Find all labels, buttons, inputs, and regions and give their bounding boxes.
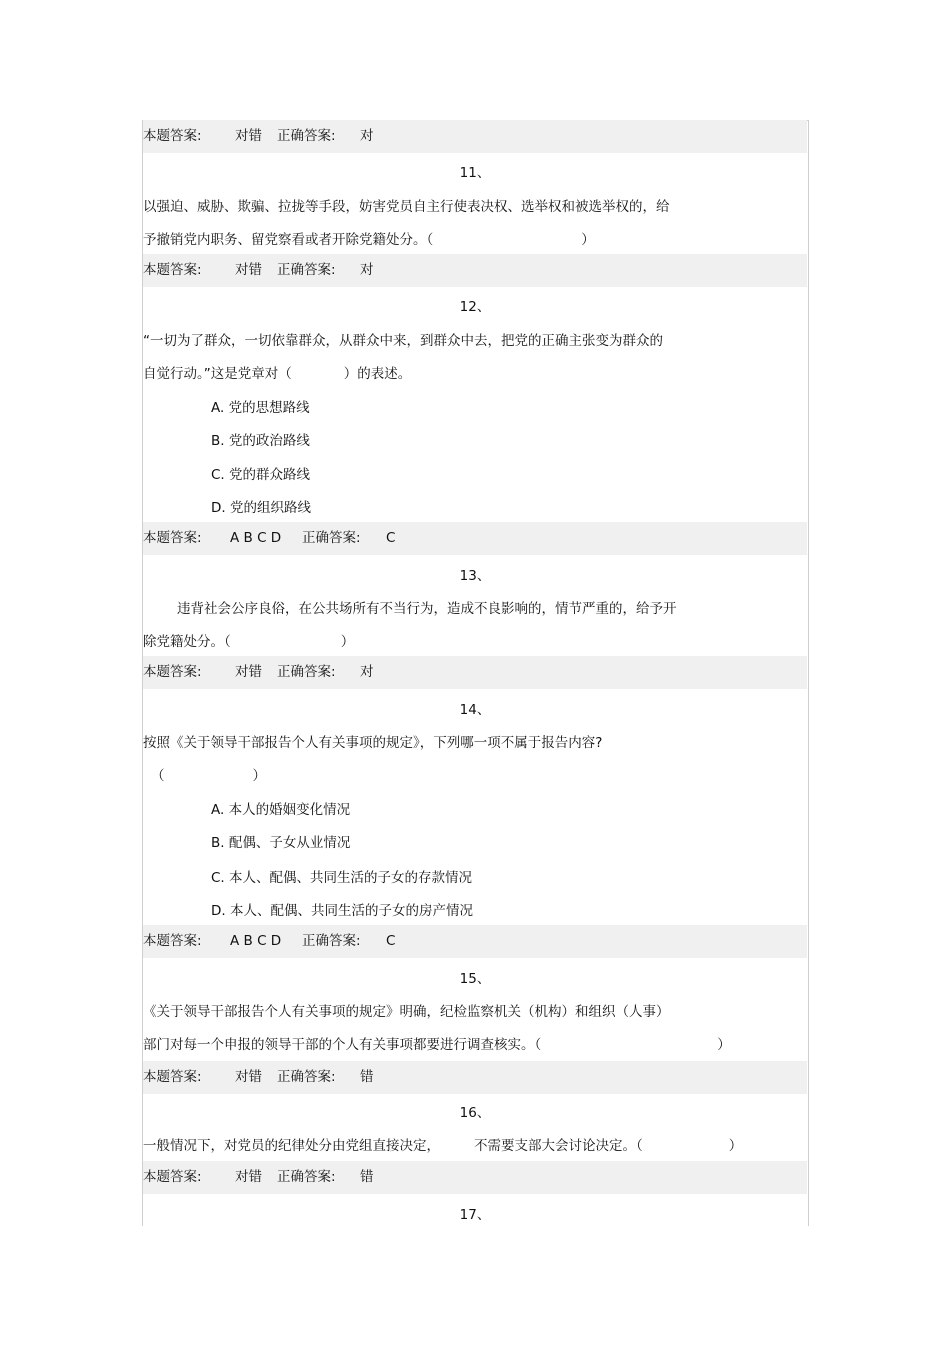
your-answer-label: 本题答案: (143, 664, 202, 680)
question-number: 12、 (459, 299, 491, 315)
your-answer-label: 本题答案: (143, 530, 202, 546)
answer-row (143, 1061, 807, 1094)
question-text: 以强迫、威胁、欺骗、拉拢等手段，妨害党员自主行使表决权、选举权和被选举权的，给 (143, 199, 670, 215)
your-answer-value: 对错 (235, 1069, 262, 1085)
correct-answer-label: 正确答案: (302, 530, 361, 546)
your-answer-value: A B C D (230, 530, 282, 546)
answer-row (143, 656, 807, 689)
correct-answer-value: 对 (360, 664, 374, 680)
correct-answer-label: 正确答案: (277, 1169, 336, 1185)
question-text: 违背社会公序良俗，在公共场所有不当行为，造成不良影响的，情节严重的，给予开 (177, 601, 677, 617)
your-answer-value: 对错 (235, 1169, 262, 1185)
question-number: 14、 (459, 702, 491, 718)
your-answer-label: 本题答案: (143, 128, 202, 144)
correct-answer-label: 正确答案: (302, 933, 361, 949)
answer-row (143, 522, 807, 555)
correct-answer-value: C (386, 933, 396, 949)
option-d: D. 本人、配偶、共同生活的子女的房产情况 (211, 903, 473, 919)
question-text: 除党籍处分。（ ） (143, 634, 355, 650)
option-b: B. 配偶、子女从业情况 (211, 835, 351, 851)
option-a: A. 党的思想路线 (211, 400, 310, 416)
answer-row (143, 254, 807, 287)
your-answer-value: 对错 (235, 262, 262, 278)
question-text: 一般情况下，对党员的纪律处分由党组直接决定， 不需要支部大会讨论决定。（ ） (143, 1138, 743, 1154)
option-a: A. 本人的婚姻变化情况 (211, 802, 351, 818)
question-text: 按照《关于领导干部报告个人有关事项的规定》，下列哪一项不属于报告内容? (143, 735, 603, 751)
your-answer-value: 对错 (235, 664, 262, 680)
option-b: B. 党的政治路线 (211, 433, 310, 449)
question-text: 予撤销党内职务、留党察看或者开除党籍处分。（ ） (143, 232, 595, 248)
correct-answer-value: 对 (360, 128, 374, 144)
correct-answer-value: 错 (360, 1169, 374, 1185)
your-answer-label: 本题答案: (143, 1069, 202, 1085)
question-text: “一切为了群众，一切依靠群众，从群众中来，到群众中去，把党的正确主张变为群众的 (143, 333, 663, 349)
correct-answer-label: 正确答案: (277, 1069, 336, 1085)
your-answer-label: 本题答案: (143, 262, 202, 278)
correct-answer-value: 错 (360, 1069, 374, 1085)
question-text: 自觉行动。”这是党章对（ ）的表述。 (143, 366, 412, 382)
question-number: 17、 (459, 1207, 491, 1223)
answer-row (143, 925, 807, 958)
option-d: D. 党的组织路线 (211, 500, 311, 516)
answer-row (143, 1161, 807, 1194)
question-number: 11、 (459, 165, 491, 181)
correct-answer-label: 正确答案: (277, 128, 336, 144)
correct-answer-value: C (386, 530, 396, 546)
question-number: 16、 (459, 1105, 491, 1121)
question-text: 部门对每一个申报的领导干部的个人有关事项都要进行调查核实。（ ） (143, 1037, 731, 1053)
your-answer-value: A B C D (230, 933, 282, 949)
option-c: C. 党的群众路线 (211, 467, 311, 483)
question-number: 13、 (459, 568, 491, 584)
question-text: （ ） (151, 768, 266, 784)
question-number: 15、 (459, 971, 491, 987)
your-answer-label: 本题答案: (143, 1169, 202, 1185)
correct-answer-value: 对 (360, 262, 374, 278)
answer-row (143, 120, 807, 153)
question-text: 《关于领导干部报告个人有关事项的规定》明确，纪检监察机关（机构）和组织（人事） (143, 1004, 670, 1020)
your-answer-value: 对错 (235, 128, 262, 144)
correct-answer-label: 正确答案: (277, 664, 336, 680)
your-answer-label: 本题答案: (143, 933, 202, 949)
correct-answer-label: 正确答案: (277, 262, 336, 278)
option-c: C. 本人、配偶、共同生活的子女的存款情况 (211, 870, 473, 886)
